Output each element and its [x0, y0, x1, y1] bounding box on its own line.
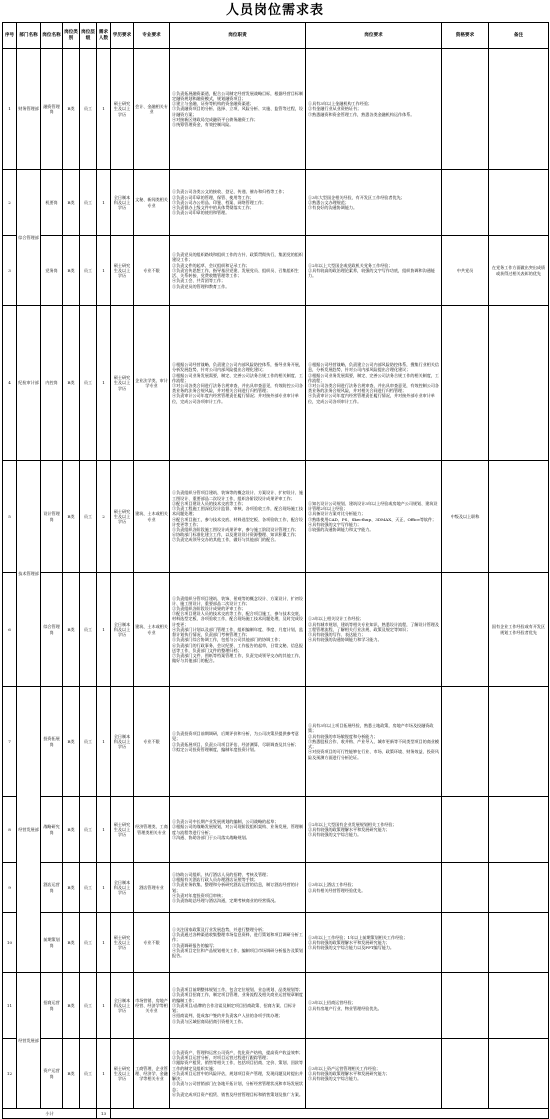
requirement-item: ⑤较强的沟通协调能力和文字能力。	[308, 526, 374, 532]
qualification-cell	[442, 573, 489, 687]
duties-cell	[170, 1039, 306, 1109]
duty-item: ①负责党员的组织路线和组织工作的方针、政策贯彻执行，集团党的组织建设工作；	[172, 252, 303, 263]
note-cell	[489, 913, 549, 973]
duty-item: ⑥负责部门的行政事务，会议纪要、工作报告的起草，日常文秘、信息报送等工作，负责部门文件的整理归档；	[172, 642, 303, 653]
duty-item: ④配合项目施工，参与技术交底、材料选型定板、各项验收工作，配合设计变更等工作；	[172, 516, 303, 527]
row-no: 9	[3, 863, 17, 913]
duty-item: ③负责公司办公用品、印鉴、档案、网络管理工作；	[172, 199, 267, 205]
duty-item: ④招商谈判，促成客户签约并负责客户入驻的各项手续办理；	[172, 1013, 283, 1019]
major-cell: 酒店管理专业	[134, 863, 170, 913]
count-cell: 1	[97, 797, 111, 863]
requirement-item: ③熟悉股权合作、收并购、产业导入、城市更新等不同类型项目的商业模式；	[308, 738, 439, 750]
duty-item: ②负责通过各种渠道收集整理市场信息资料，进行策划和项目调研分析工作；	[172, 932, 303, 943]
duty-item: ①负责公司中长期产业发展规划的编制，公司战略的起草；	[172, 819, 279, 825]
major-cell: 建筑、土木或相关专业	[134, 573, 170, 687]
note-cell	[489, 306, 549, 461]
duties-cell	[170, 236, 306, 306]
note-cell	[489, 49, 549, 170]
major-cell: 市场营销、房地产经营、经济学等相关专业	[134, 973, 170, 1039]
count-cell: 1	[97, 1039, 111, 1109]
level-cell: 员工	[80, 687, 97, 797]
requirement-item: ②具有较强的政策理解水平和发展研究能力；	[308, 826, 390, 832]
duties-cell	[170, 306, 306, 461]
major-cell: 专业不限	[134, 687, 170, 797]
level-cell: 员工	[80, 49, 97, 170]
requirement-item: ②根据公司业务发展需要，制定、完善公司法务合规工作的相关制度，工作流程；	[308, 372, 439, 383]
header-count: 需求人数	[97, 23, 111, 49]
note-cell	[489, 973, 549, 1039]
post-cell: 前期策划岗	[41, 913, 63, 973]
header-post: 岗位名称	[41, 23, 63, 49]
requirement-item: ④对投资项目的可行性能够在行业、市场、政策环境、财务效益、投资风险及预测方面进行分析论证。	[308, 749, 439, 760]
row-no: 3	[3, 236, 17, 306]
table-row	[3, 797, 549, 863]
category-cell: B类	[63, 573, 80, 687]
row-no: 2	[3, 170, 17, 236]
requirement-item: ①3年以上工作经验；1年以上前期策划相关工作经验；	[308, 934, 408, 940]
header-level: 岗位层级	[80, 23, 97, 49]
note-cell: 国有企业工作经验或有开发区规划工作经验者优先	[489, 573, 549, 687]
requirement-item: ①根据公司经营战略，负责建立公司内部风险防控体系，搜集行业相关信息，分析发展趋势，针对公司内部风险提出合理化建议；	[308, 362, 439, 373]
header-major: 专业要求	[134, 23, 170, 49]
major-cell: 工商管理、企业管理、经济学、金融学等相关专业	[134, 1039, 170, 1109]
education-cell: 硕士研究生及以上学历	[111, 1039, 134, 1109]
note-cell	[489, 461, 549, 573]
duty-item: ①负责资产、管理和运营公司资产，优化资产结构，提高资产收益效率；	[172, 1050, 303, 1056]
duty-item: ⑤负责与公司营销部门在各地开拓计划，分析经营管理状况和市场发展状态；	[172, 1081, 303, 1092]
level-cell: 员工	[80, 573, 97, 687]
count-cell: 1	[97, 170, 111, 236]
education-cell: 全日制本科及以上学历	[111, 973, 134, 1039]
post-cell: 资产运营岗	[41, 1039, 63, 1109]
duties-cell	[170, 170, 306, 236]
requirement-item: ②具有相关经营管理经验优先。	[308, 887, 366, 893]
level-cell: 员工	[80, 973, 97, 1039]
level-cell: 员工	[80, 170, 97, 236]
table-row	[3, 1039, 549, 1109]
note-cell	[489, 687, 549, 797]
subtotal-row	[3, 1109, 549, 1119]
requirement-item: ③具有较强的文字综合能力。	[308, 832, 362, 838]
table-row	[3, 687, 549, 797]
count-cell: 1	[97, 973, 111, 1039]
education-cell: 全日制本科及以上学历	[111, 687, 134, 797]
row-no: 11	[3, 973, 17, 1039]
requirement-item: ②有金融行业从业资格证书；	[308, 106, 362, 112]
count-cell: 1	[97, 573, 111, 687]
duty-item: ③负责融资项目的分析、选择、立项、风险分析、实施、监管等过程，设计融资方案；	[172, 106, 303, 117]
qualification-cell	[442, 863, 489, 913]
duty-item: ②负责文件的起草、会议组织和记录工作；	[172, 262, 250, 268]
header-category: 岗位类别	[63, 23, 80, 49]
header-duties: 岗位职责	[170, 23, 306, 49]
major-cell: 专业不限	[134, 236, 170, 306]
post-cell: 融资管理岗	[41, 49, 63, 170]
count-cell: 1	[97, 687, 111, 797]
duty-item: ④负责对年度投资项目审核；	[172, 892, 226, 898]
level-cell: 员工	[80, 1039, 97, 1109]
requirement-item: ④负责审计公司年度内经营管理责任履行情况，并对接外部专业审计单位，完成公司各项审计工作。	[308, 393, 435, 404]
requirements-cell	[306, 573, 442, 687]
category-cell: B类	[63, 170, 80, 236]
requirement-item: ③具有较强的写作、表达能力；	[308, 632, 366, 638]
requirements-cell	[306, 863, 442, 913]
requirement-item: ②具有较高的政治理论素养，较强的文字写作功底，组织协调和沟通能力。	[308, 267, 435, 279]
note-cell	[489, 863, 549, 913]
requirement-item: ②具有城市规划、建筑等相关专业知识，熟悉设计流程，了解设计管理及工程管理流程，了解相关行业法规、政策及规定等知识；	[308, 621, 439, 632]
qualification-cell	[442, 797, 489, 863]
requirement-item: ④具有较强的文字写作能力；	[308, 521, 362, 527]
education-cell: 硕士研究生及以上学历	[111, 913, 134, 973]
department-cell: 技术管理部	[17, 461, 41, 687]
category-cell: B类	[63, 687, 80, 797]
duty-item: ①负责组织分管项目建筑、装饰、景观等的概念设计、方案设计、扩初设计、施工图设计、重要部品二次设计工作；	[172, 595, 303, 606]
major-cell: 专业不限	[134, 913, 170, 973]
row-no: 5	[3, 461, 17, 573]
duty-item: ②根据公司的战略发展规划，对公司现阶段组织架构、业务发展、管理制度与流程等进行分析；	[172, 824, 303, 835]
major-cell: 文秘、新闻类相关专业	[134, 170, 170, 236]
count-cell: 1	[97, 913, 111, 973]
education-cell: 全日制本科及以上学历	[111, 863, 134, 913]
duty-item: ③负责调研报告的编写；	[172, 942, 218, 948]
duty-item: ⑤负责组织各阶段施工图设计成果评审，参与施工阶段设计管理工作；	[172, 526, 299, 532]
duty-item: ⑦负责完成领导交办的其他工作，做好与其他部门的配合。	[172, 537, 279, 543]
department-cell: 经营发展部	[17, 973, 41, 1109]
duty-item: ①负责投资项目前期调研，后期评价和分析，为公司决策层提供参考意见；	[172, 731, 299, 742]
post-cell: 综合管理岗	[41, 573, 63, 687]
table-row	[3, 573, 549, 687]
education-cell: 硕士研究生及以上学历	[111, 306, 134, 461]
duty-item: ②负责公司印章的管理、保管、使用等工作；	[172, 194, 254, 200]
duty-item: ②根据公司业务发展需要，制定、完善公司法务合规工作的相关制度、工作流程；	[172, 372, 303, 383]
duty-item: ④负责项目运营中的风险评估，规划项目资产管理，发现问题及时提出并解决；	[172, 1070, 303, 1082]
subtotal-blank	[111, 1109, 549, 1119]
post-cell: 党务岗	[41, 236, 63, 306]
major-cell: 建筑、土木或相关专业	[134, 461, 170, 573]
requirement-item: ①3年以上招商运营经验；	[308, 1000, 356, 1006]
requirements-cell	[306, 461, 442, 573]
duty-item: ⑤负责党员的管理和教育工作。	[172, 283, 230, 289]
education-cell: 硕士研究生及以上学历	[111, 461, 134, 573]
duty-item: ①负责公司各类公文的接收、登记、传递、催办和归档等工作；	[172, 189, 287, 195]
position-table	[2, 22, 549, 1119]
department-cell: 财务管理部	[17, 49, 41, 170]
requirements-cell	[306, 687, 442, 797]
post-cell: 酒店运营岗	[41, 863, 63, 913]
note-cell: 在党务工作方面做出突出成绩或获得过相关表彰的优先	[489, 236, 549, 306]
row-no: 10	[3, 913, 17, 973]
duties-cell	[170, 573, 306, 687]
header-education: 学历要求	[111, 23, 134, 49]
duty-item: ③跟踪资产租赁、销售等相关工作，包括项目招商、定价、策划、回款等工作的制定及组织实施；	[172, 1060, 303, 1071]
education-cell: 硕士研究生及以上学历	[111, 236, 134, 306]
category-cell: B类	[63, 1039, 80, 1109]
row-no: 8	[3, 797, 17, 863]
table-row	[3, 863, 549, 913]
page-title: 人员岗位需求表	[225, 3, 324, 18]
row-no: 12	[3, 1039, 17, 1109]
requirement-item: ②熟悉公文办理规范；	[308, 199, 349, 205]
requirement-item: ①知名设计公司规划、建筑设计3年以上经验或房地产公司规划、建筑设计管理2年以上经验；	[308, 500, 438, 512]
row-no: 4	[3, 306, 17, 461]
requirement-item: ③具有较强的文字综合能力以及PPT编写能力。	[308, 945, 395, 951]
requirements-cell	[306, 913, 442, 973]
position-table-wrapper	[2, 22, 548, 1119]
table-row	[3, 170, 549, 236]
education-cell: 硕士研究生及以上学历	[111, 797, 134, 863]
requirements-cell	[306, 236, 442, 306]
duty-item: ④负责部门计划以及部门管理工作，组织编制年度、季度、月度计划，监督计划执行情况，负责部门考核管理工作；	[172, 626, 303, 638]
level-cell: 员工	[80, 306, 97, 461]
table-row	[3, 236, 549, 306]
duty-item: ③负责业务收集、整理和分析研究酒店运营的信息，制订酒店经营的计划；	[172, 882, 299, 893]
requirement-item: ①具有3年以上金融机构工作经验；	[308, 101, 373, 107]
duties-cell	[170, 49, 306, 170]
level-cell: 员工	[80, 863, 97, 913]
requirement-item: ①2年以上大型国有企业发展规划相关工作经验；	[308, 821, 397, 827]
post-cell: 招商运营岗	[41, 973, 63, 1039]
major-cell: 会计、金融相关专业	[134, 49, 170, 170]
level-cell: 员工	[80, 797, 97, 863]
duty-item: ⑤负责协助总经理与酒店沟通，定期考核商业的经营情况。	[172, 897, 279, 903]
requirement-item: ①3年以上资产运营管理相关工作经验；	[308, 1065, 381, 1071]
duty-item: ⑥协助部门标准化建立工作，以及建设设计资源整理、知识积累工作；	[172, 532, 299, 538]
subtotal-value: 13	[97, 1109, 111, 1119]
count-cell: 1	[97, 863, 111, 913]
duty-item: ③对公司各类合同进行法务合规审查，并出具审查意见，有效防控公司各类业务的法务合规风险，并对相关合同进行归档管理；	[172, 383, 303, 394]
duty-item: ①负责项目前期整体规划工作，包含定位规划、业态规划、品类规划等；	[172, 987, 303, 993]
duties-cell	[170, 687, 306, 797]
count-cell: 1	[97, 306, 111, 461]
qualification-cell: 中级及以上职称	[442, 461, 489, 573]
duty-item: ①负责组织分管项目建筑、装饰等的概念设计、方案设计、扩初设计、施工图设计、重要部品二次设计工作，组织各阶段设计成果评审工作；	[172, 490, 303, 501]
category-cell: B类	[63, 49, 80, 170]
duty-item: ②建立与金融、证券等机构的资金融资渠道；	[172, 101, 254, 107]
duty-item: ⑤负责与区域招商局招商引资相关工作。	[172, 1018, 246, 1024]
table-header-row	[3, 23, 549, 49]
duty-item: ③拟定公司投资管理制度，编制年度投资计划。	[172, 746, 258, 752]
duty-item: ⑦负责部门文件、图纸等档案管理工作，负责完成领导交办的其他工作，做好与其他部门的配合。	[172, 652, 303, 664]
requirement-item: ③熟练使用CAD、PS、Skecthup、3DMAX、天正、Office等软件；	[308, 516, 437, 522]
header-requirements: 岗位要求	[306, 23, 442, 49]
duty-item: ④对接新区财政局完成融资平台债务融资工作；	[172, 116, 258, 122]
duties-cell	[170, 913, 306, 973]
requirement-item: ②具备设计方案对比分析能力；	[308, 511, 366, 517]
duties-cell	[170, 973, 306, 1039]
duty-item: ③负责工程施工图深化设计监督、审核、各项验收工作，配合现场施工技术问题处理；	[172, 506, 303, 517]
category-cell: B类	[63, 973, 80, 1039]
category-cell: B类	[63, 797, 80, 863]
post-cell: 机要岗	[41, 170, 63, 236]
requirements-cell	[306, 973, 442, 1039]
requirements-cell	[306, 170, 442, 236]
education-cell: 全日制本科及以上学历	[111, 170, 134, 236]
category-cell: B类	[63, 863, 80, 913]
qualification-cell	[442, 1039, 489, 1109]
post-cell: 战略研究岗	[41, 797, 63, 863]
duty-item: ③沟通、协助各部门于公司落实战略规划。	[172, 834, 250, 840]
table-row	[3, 49, 549, 170]
duty-item: ②根据有关酒店行政人员办理酒店证照等手续；	[172, 877, 258, 883]
qualification-cell	[442, 973, 489, 1039]
duty-item: ③负责项目/品牌的合作洽谈及制定项目招商政策、招商方案、目标计划；	[172, 1002, 297, 1014]
count-cell: 1	[97, 236, 111, 306]
qualification-cell	[442, 913, 489, 973]
subtotal-label: 小计	[3, 1109, 97, 1119]
level-cell: 员工	[80, 236, 97, 306]
table-row	[3, 461, 549, 573]
major-cell: 企业法学类、审计学专业	[134, 306, 170, 461]
category-cell: B类	[63, 913, 80, 973]
requirement-item: ③具有较强的文字综合能力。	[308, 1076, 362, 1082]
row-no: 6	[3, 573, 17, 687]
duty-item: ①协助公司组织、执行酒店人员的招聘、考核及管理；	[172, 871, 271, 877]
requirement-item: ②具有房地产行业、物业管理经验优先。	[308, 1005, 382, 1011]
post-cell: 内控岗	[41, 306, 63, 461]
requirement-item: ④具有较强的沟通协调能力和学习能力。	[308, 637, 382, 643]
requirements-cell	[306, 306, 442, 461]
requirements-cell	[306, 1039, 442, 1109]
requirement-item: ①3年以上酒店工作经验；	[308, 882, 356, 888]
requirement-item: ①具有3年以上项目拓展经验，熟悉土地政策，房地产市场及投融资政策；	[308, 723, 434, 734]
category-cell: B类	[63, 461, 80, 573]
requirement-item: ③有良好的沟通协调能力。	[308, 205, 358, 211]
header-note: 备注	[489, 23, 549, 49]
note-cell	[489, 170, 549, 236]
duties-cell	[170, 797, 306, 863]
duty-item: ②配合项目建设人员的技术交底等工作；	[172, 500, 246, 506]
requirement-item: ①3年以上相关设计工作经验；	[308, 616, 364, 622]
requirement-item: ②具有较强的政策理解水平和发展研究能力；	[308, 939, 390, 945]
category-cell: B类	[63, 306, 80, 461]
major-cell: 经济管理类、工商管理类相关专业	[134, 797, 170, 863]
duty-item: ③配合项目建设人员的技术交底等工作，配合项目施工，参与技术交底、材料选型定板、各项验收工作，配合现场施工技术问题处理，及时完成设计变更；	[172, 611, 303, 627]
requirements-cell	[306, 49, 442, 170]
department-cell: 纪检审计部	[17, 306, 41, 461]
header-no: 序号	[3, 23, 17, 49]
department-cell: 经营发展部	[17, 687, 41, 973]
note-cell	[489, 797, 549, 863]
duties-cell	[170, 863, 306, 913]
duty-item: ③负责宣传思想工作，指导基层党建、发展党员、组织员、召集组织生活、关系转接、党费收缴管理等工作；	[172, 267, 299, 279]
header-qualification: 资格要求	[442, 23, 489, 49]
qualification-cell: 中共党员	[442, 236, 489, 306]
post-cell: 设计管理岗	[41, 461, 63, 573]
qualification-cell	[442, 306, 489, 461]
duty-item: ②负责拓展项目，负责公司项目评估、经济测算，尽职调查及其分析；	[172, 741, 299, 747]
education-cell: 硕士研究生及以上学历	[111, 49, 134, 170]
requirement-item: ③熟悉融资和资金管理工作，熟悉各类金融机构运作体系。	[308, 111, 415, 117]
qualification-cell	[442, 49, 489, 170]
row-no: 1	[3, 49, 17, 170]
duty-item: ①根据公司经营战略，负责建立公司内部风险防控体系，指导业务开展，分析发展趋势，针对公司内部风险提出合理化建议；	[172, 362, 303, 373]
duty-item: ①关注国家政策及行业发展趋势，并进行整理分析；	[172, 926, 267, 932]
duty-item: ①负责拓展融资渠道，配合公司制定经营发展战略目标，根据经营目标制定融资规划和融资模式，规划融资项目；	[172, 90, 303, 101]
duty-item: ⑤负责部门综合协调工作，包括与公司其他部门的协调工作；	[172, 637, 283, 643]
category-cell: B类	[63, 236, 80, 306]
requirement-item: ①2年以上大型国企或党政机关党务工作经验；	[308, 262, 393, 268]
duties-cell	[170, 461, 306, 573]
count-cell: 1	[97, 49, 111, 170]
duty-item: ⑥负责完成项目资产租赁、销售及经营管理目标和销售策划及推广方案。	[172, 1091, 303, 1097]
duty-item: ②负责组织各阶段设计成果的评审工作；	[172, 606, 246, 612]
requirements-cell	[306, 797, 442, 863]
requirement-item: ②具有较强的政策理解水平和发展研究能力；	[308, 1070, 390, 1076]
post-cell: 投资拓展岗	[41, 687, 63, 797]
qualification-cell	[442, 170, 489, 236]
table-row	[3, 913, 549, 973]
note-cell	[489, 1039, 549, 1109]
duty-item: ④负责工会、共青团等工作；	[172, 278, 226, 284]
qualification-cell	[442, 687, 489, 797]
level-cell: 员工	[80, 913, 97, 973]
education-cell: 全日制本科及以上学历	[111, 573, 134, 687]
duty-item: ④负责审计公司年度内经营管理责任履行情况；并对接外部专业审计单位，完成公司各项审计工作。	[172, 393, 299, 404]
level-cell: 员工	[80, 461, 97, 573]
count-cell: 2	[97, 461, 111, 573]
duty-item: ④负责督办上级文件中的具体贯彻落实工作；	[172, 205, 254, 211]
duty-item: ⑤负责公司印章的使用和管理。	[172, 210, 230, 216]
duty-item: ②负责项目招商工作，制定项目管理、业务流程及相关商业运营规章制度的编制工作；	[172, 992, 303, 1003]
requirement-item: ③对公司各类合同进行法务合规审查，并出具审查意见，有效控制公司各类业务的法务合规风险，并对相关合同进行归档管理；	[308, 383, 439, 394]
header-department: 部门名称	[17, 23, 41, 49]
duty-item: ⑤统筹管理资金，有效控制风险。	[172, 122, 234, 127]
requirement-item: ①3年大型国企相关经验，有开发区工作经验者优先；	[308, 194, 405, 200]
table-row	[3, 306, 549, 461]
duty-item: ②负责项目运营分析，对项目运营过程进行跟踪管理；	[172, 1055, 271, 1061]
department-cell: 综合管理部	[17, 170, 41, 306]
requirement-item: ②具有较强的市场敏锐度和分析能力；	[308, 733, 378, 739]
duty-item: ④负责项目定位和产品规划相关工作，编制项目市场调研分析报告及策划报告。	[172, 947, 303, 958]
row-no: 7	[3, 687, 17, 797]
table-row	[3, 973, 549, 1039]
